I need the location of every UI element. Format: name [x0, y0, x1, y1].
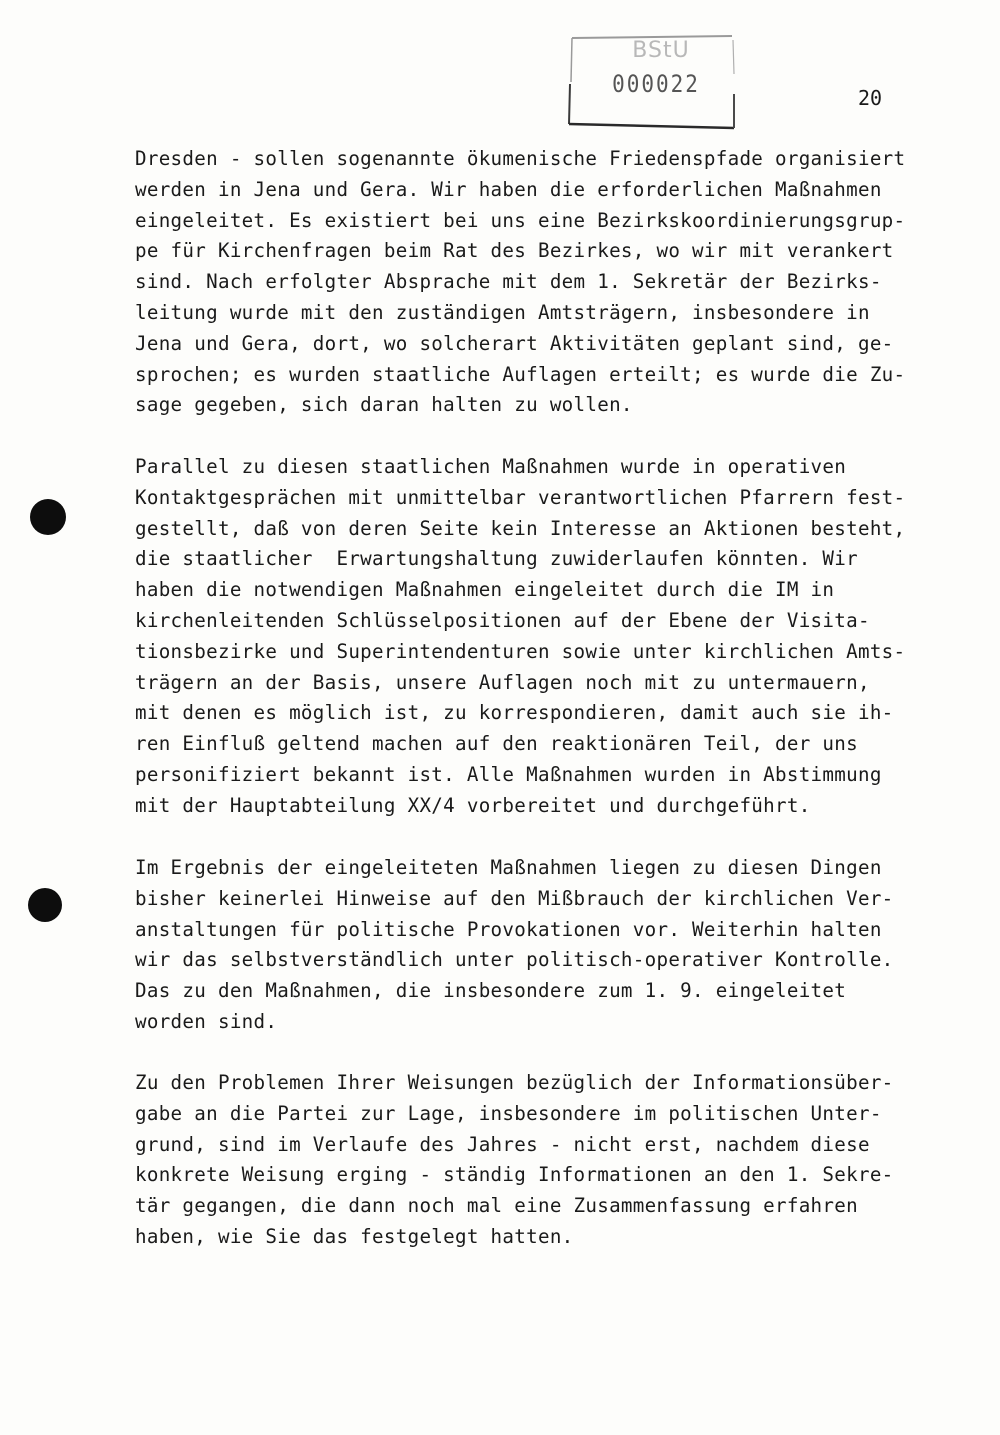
text-line: trägern an der Basis, unsere Auflagen noch mit zu untermauern, — [135, 670, 870, 694]
text-line: wir das selbstverständlich unter politisch-operativer Kontrolle. — [135, 948, 894, 972]
text-line: tionsbezirke und Superintendenturen sowie unter kirchlichen Amts- — [135, 639, 906, 663]
text-line: leitung wurde mit den zuständigen Amtsträgern, insbesondere in — [135, 300, 870, 324]
text-line: personifiziert bekannt ist. Alle Maßnahmen wurden in Abstimmung — [135, 762, 882, 786]
text-line: Das zu den Maßnahmen, die insbesondere zum 1. 9. eingeleitet — [135, 979, 847, 1003]
text-line: sprochen; es wurden staatliche Auflagen erteilt; es wurde die Zu- — [135, 362, 906, 386]
text-line: kirchenleitenden Schlüsselpositionen auf der Ebene der Visita- — [135, 608, 870, 632]
text-line: Dresden - sollen sogenannte ökumenische Friedenspfade organisiert — [135, 147, 906, 170]
text-line: Jena und Gera, dort, wo solcherart Aktivitäten geplant sind, ge- — [135, 331, 894, 355]
text-line: die staatlicher Erwartungshaltung zuwiderlaufen könnten. Wir — [135, 547, 858, 571]
text-line: gestellt, daß von deren Seite kein Interesse an Aktionen besteht, — [135, 516, 906, 540]
text-line: Zu den Problemen Ihrer Weisungen bezüglich der Informationsüber- — [135, 1071, 894, 1094]
text-line: haben, wie Sie das festgelegt hatten. — [135, 1224, 574, 1248]
punch-hole — [28, 888, 62, 922]
stamp-number: 000022 — [612, 70, 700, 98]
text-line: Parallel zu diesen staatlichen Maßnahmen wurde in operativen — [135, 455, 847, 478]
stamp-label: BStU — [632, 38, 690, 63]
text-line: sind. Nach erfolgter Absprache mit dem 1. Sekretär der Bezirks- — [135, 270, 882, 294]
text-line: bisher keinerlei Hinweise auf den Mißbrauch der kirchlichen Ver- — [135, 886, 894, 910]
text-line: grund, sind im Verlaufe des Jahres - nicht erst, nachdem diese — [135, 1132, 870, 1156]
paragraph — [135, 452, 935, 822]
page-number: 20 — [858, 86, 883, 110]
text-line: gabe an die Partei zur Lage, insbesondere im politischen Unter- — [135, 1101, 882, 1125]
text-line: eingeleitet. Es existiert bei uns eine Bezirkskoordinierungsgrup- — [135, 208, 906, 232]
text-line: Kontaktgesprächen mit unmittelbar verantwortlichen Pfarrern fest- — [135, 485, 906, 509]
text-line: mit denen es möglich ist, zu korrespondieren, damit auch sie ih- — [135, 701, 894, 725]
text-line: anstaltungen für politische Provokationen vor. Weiterhin halten — [135, 917, 882, 941]
text-line: werden in Jena und Gera. Wir haben die erforderlichen Maßnahmen — [135, 177, 882, 201]
text-line: tär gegangen, die dann noch mal eine Zusammenfassung erfahren — [135, 1194, 858, 1218]
text-line: mit der Hauptabteilung XX/4 vorbereitet und durchgeführt. — [135, 793, 811, 817]
paragraph — [135, 853, 935, 1038]
text-line: worden sind. — [135, 1009, 278, 1033]
punch-hole — [30, 499, 66, 535]
archive-stamp — [568, 34, 736, 130]
text-line: Im Ergebnis der eingeleiteten Maßnahmen liegen zu diesen Dingen — [135, 856, 882, 879]
text-line: sage gegeben, sich daran halten zu wollen. — [135, 393, 633, 417]
text-line: haben die notwendigen Maßnahmen eingeleitet durch die IM in — [135, 578, 835, 602]
paragraph — [135, 1068, 935, 1253]
text-line: ren Einfluß geltend machen auf den reaktionären Teil, der uns — [135, 732, 858, 756]
text-line: konkrete Weisung erging - ständig Informationen an den 1. Sekre- — [135, 1163, 894, 1187]
text-line: pe für Kirchenfragen beim Rat des Bezirkes, wo wir mit verankert — [135, 239, 894, 263]
paragraph — [135, 144, 935, 421]
